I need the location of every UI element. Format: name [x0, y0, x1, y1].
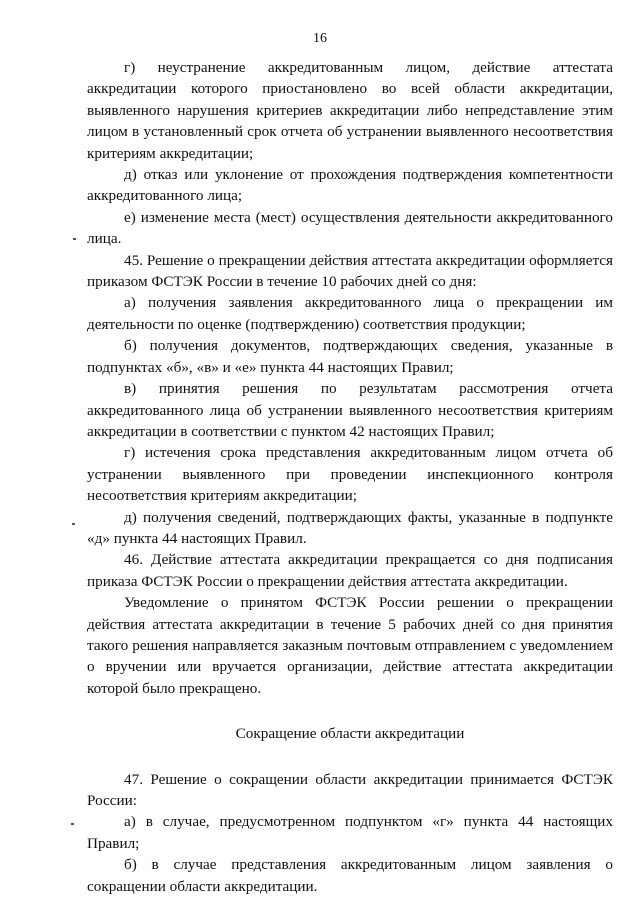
paragraph-44d: д) отказ или уклонение от прохождения подтверждения компетентности аккредитованного лица; — [87, 166, 613, 205]
paragraph-44g: г) неустранение аккредитованным лицом, действие аттестата аккредитации которого приостановлено во всей области аккредитации, выявленного нарушения критериев аккредитации либо непредставление этим лицом в установленный срок отчета об устранении выявленного несоответствия критериям аккредитации; — [87, 59, 613, 162]
paragraph-45: 45. Решение о прекращении действия аттестата аккредитации оформляется приказом ФСТЭК России в течение 10 рабочих дней со дня: — [87, 251, 613, 291]
paragraph-47a: а) в случае, предусмотренном подпунктом «г» пункта 44 настоящих Правил; — [87, 813, 613, 852]
section-heading: Сокращение области аккредитации — [235, 725, 465, 743]
paragraph-46: 46. Действие аттестата аккредитации прекращается со дня подписания приказа ФСТЭК России о прекращении действия аттестата аккредитации. — [87, 551, 613, 590]
paragraph-45g: г) истечения срока представления аккредитованным лицом отчета об устранении выявленного при проведении инспекционного контроля несоответствия критериям аккредитации; — [87, 444, 613, 505]
paragraph-46-notice: Уведомление о принятом ФСТЭК России решении о прекращении действия аттестата аккредитации в течение 5 рабочих дней со дня принятия такого решения направляется заказным почтовым отправлением с уведомлением о вручении или вручается организации, действие аттестата аккредитации которой было прекращено. — [87, 594, 613, 697]
paragraph-44e: е) изменение места (мест) осуществления деятельности аккредитованного лица. — [87, 208, 613, 248]
paragraph-45v: в) принятия решения по результатам рассмотрения отчета аккредитованного лица об устранении выявленного несоответствия критериям аккредитации в соответствии с пунктом 42 настоящих Правил; — [87, 380, 613, 440]
paragraph-45a: а) получения заявления аккредитованного лица о прекращении им деятельности по оценке (подтверждению) соответствия продукции; — [87, 294, 613, 333]
paragraph-47b: б) в случае представления аккредитованным лицом заявления о сокращении области аккредитации. — [87, 856, 613, 895]
scan-speck — [72, 523, 75, 525]
document-body — [87, 57, 613, 897]
scan-speck — [71, 823, 74, 825]
paragraph-45d: д) получения сведений, подтверждающих факты, указанные в подпункте «д» пункта 44 настоящих Правил. — [87, 508, 613, 547]
scan-speck — [73, 238, 76, 240]
paragraph-47: 47. Решение о сокращении области аккредитации принимается ФСТЭК России: — [87, 770, 613, 809]
paragraph-45b: б) получения документов, подтверждающих сведения, указанные в подпунктах «б», «в» и «е» пункта 44 настоящих Правил; — [87, 337, 613, 376]
page-number: 16 — [313, 31, 327, 46]
